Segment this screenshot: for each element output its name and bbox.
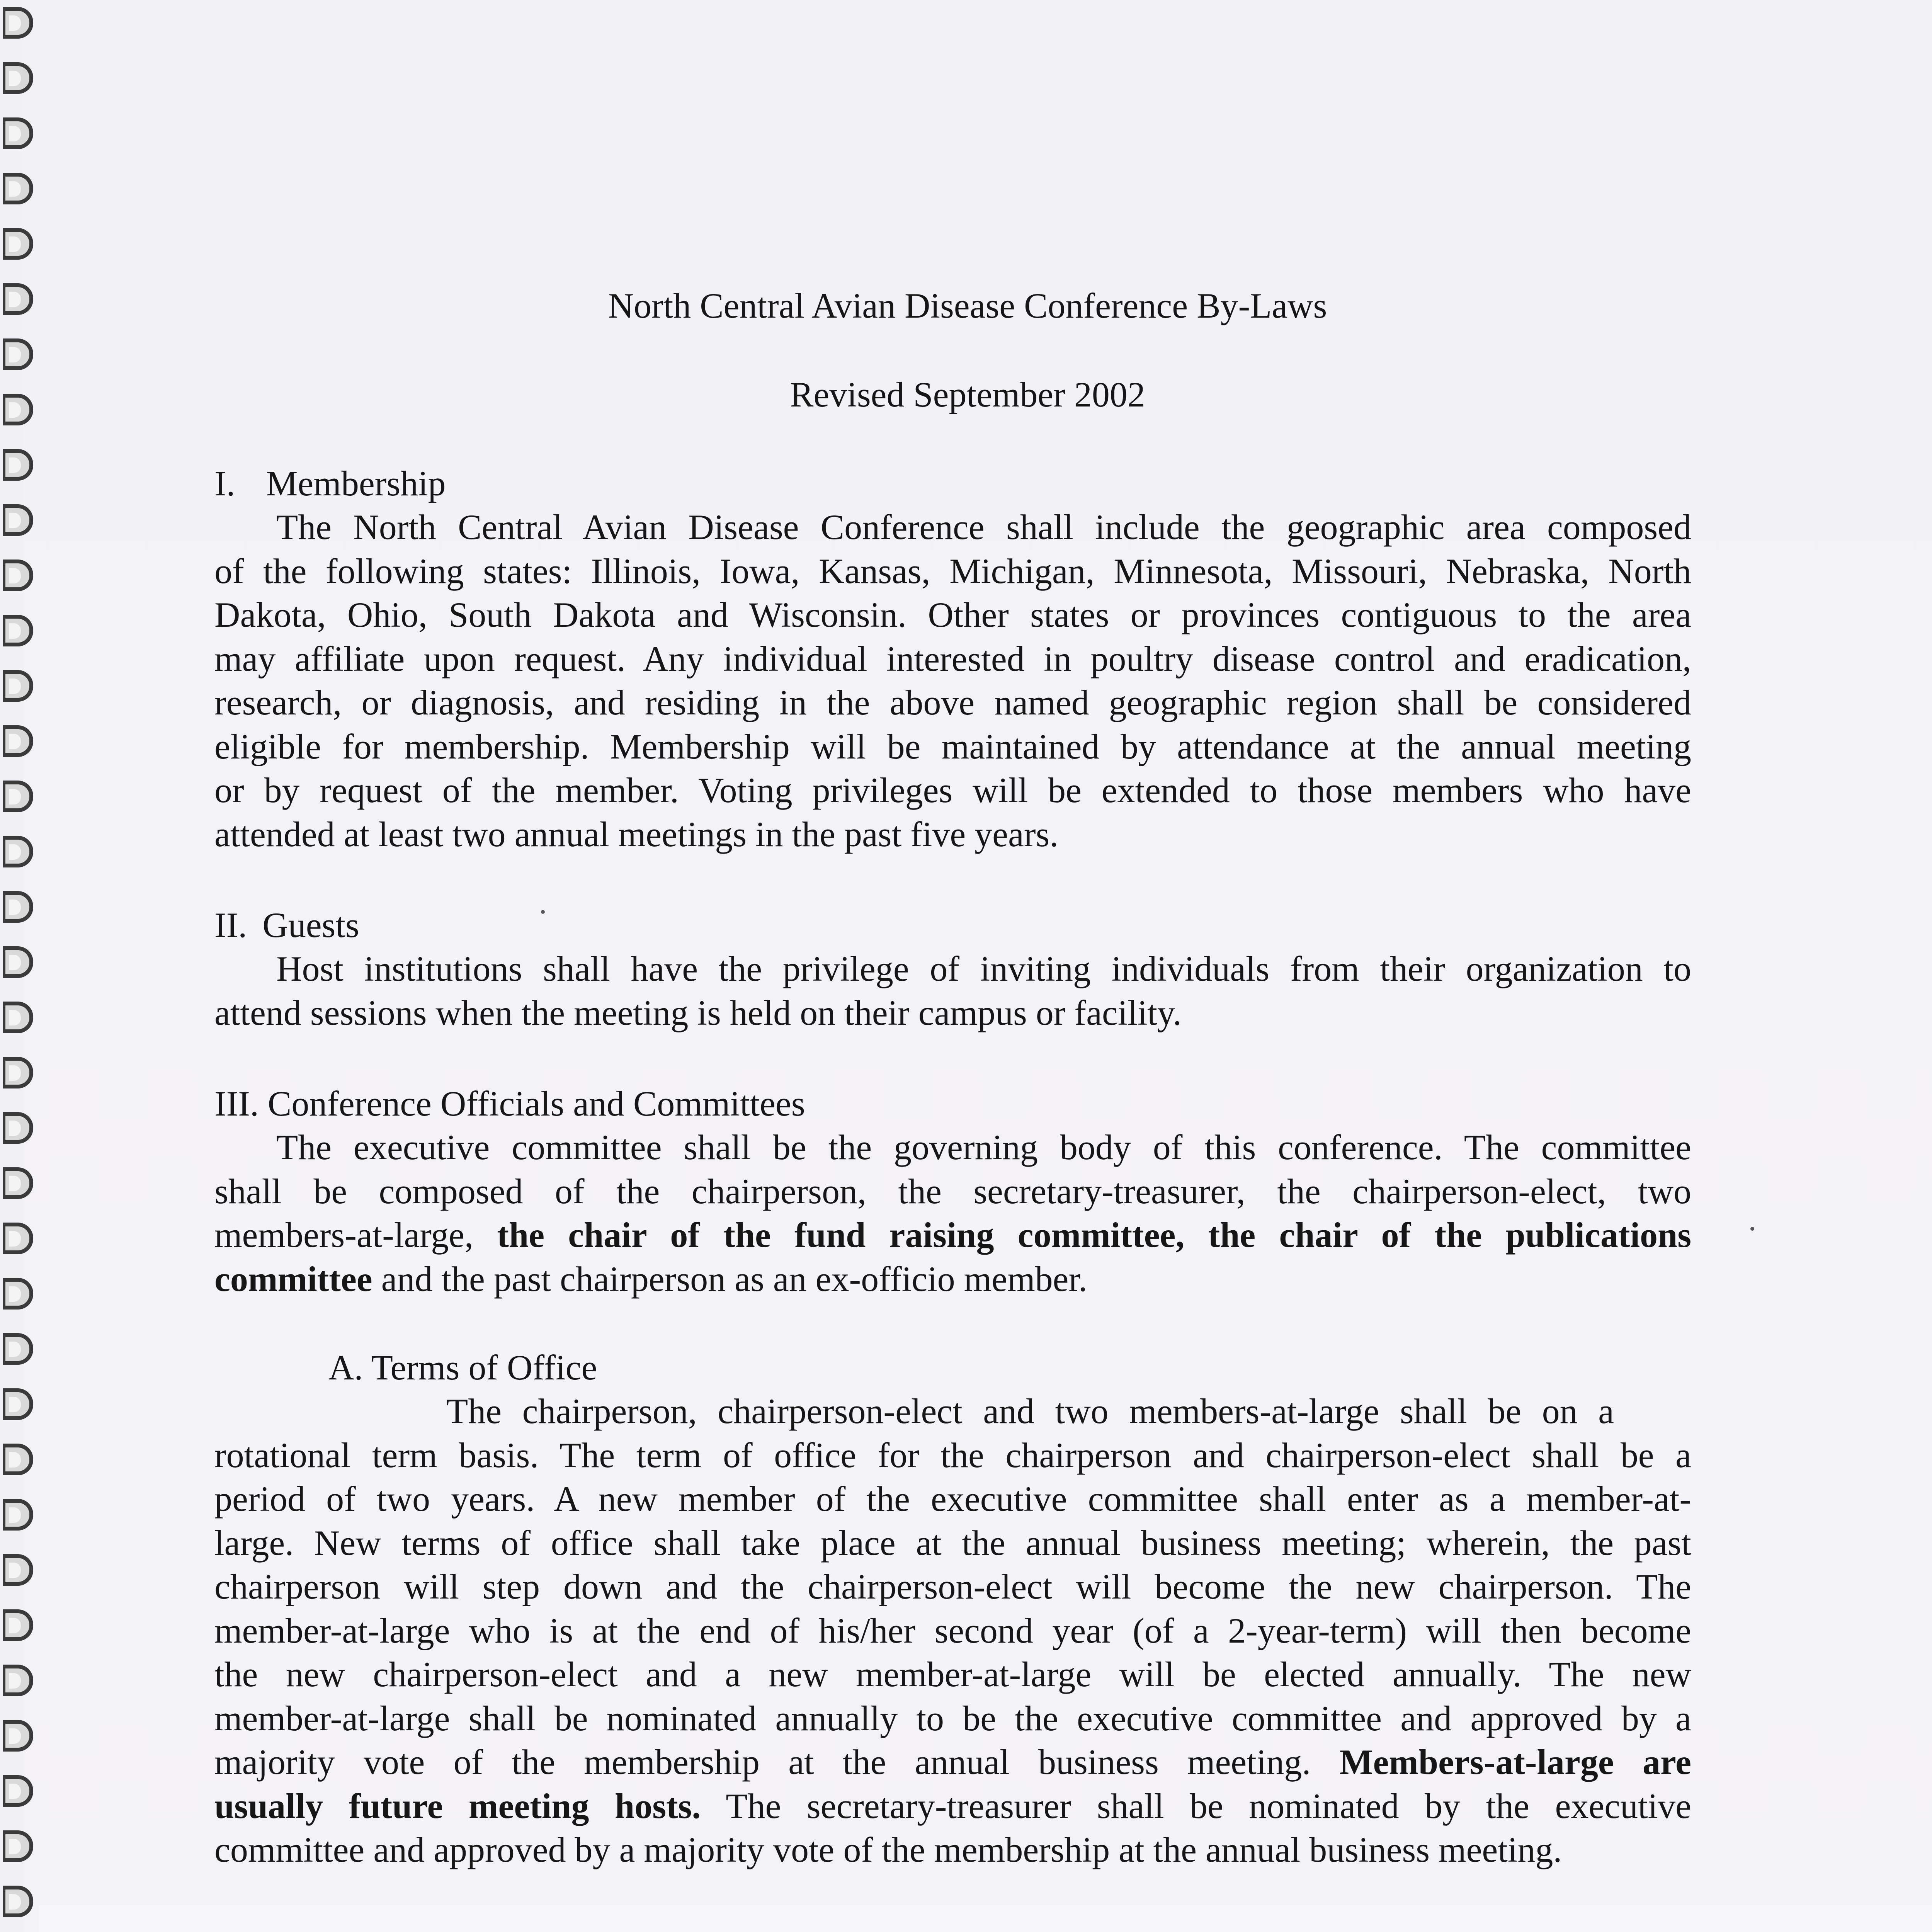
paragraph-line: attended at least two annual meetings in the past five years. [214,814,1059,854]
terms-paragraph [214,1389,1691,1872]
bold-text-run: the chair of the fund raising committee, the chair of the publications [497,1215,1691,1255]
binding-ring [3,1444,33,1475]
paragraph-line: The executive committee shall be the governing body of this conference. The committee [276,1128,1691,1167]
paragraph-line [214,1784,1691,1828]
text-run: The secretary-treasurer shall be nominated by the executive [701,1786,1691,1826]
paragraph-line: rotational term basis. The term of office for the chairperson and chairperson-elect shall be a [214,1435,1691,1475]
paragraph-line: shall be composed of the chairperson, the secretary-treasurer, the chairperson-elect, two [214,1171,1691,1211]
paragraph-line: period of two years. A new member of the executive committee shall enter as a member-at- [214,1479,1691,1519]
section-heading-membership [214,462,446,505]
bold-text-run: usually future meeting hosts. [214,1786,701,1826]
paragraph-line [214,1740,1691,1784]
binding-ring [3,1112,33,1144]
section-title: Guests [262,905,359,945]
paragraph-line: of the following states: Illinois, Iowa, Kansas, Michigan, Minnesota, Missouri, Nebraska, North [214,551,1691,591]
section-number: II. [214,905,247,945]
text-run: and the past chairperson as an ex-officio member. [372,1259,1088,1299]
binding-ring [3,1886,33,1917]
scan-speck [1750,1227,1754,1231]
subsection-heading-terms: A. Terms of Office [328,1348,597,1387]
paragraph-line: The chairperson, chairperson-elect and two members-at-large shall be on a [446,1391,1614,1431]
paragraph-line: The North Central Avian Disease Conference shall include the geographic area composed [276,507,1691,547]
binding-ring [3,1720,33,1752]
binding-ring [3,1333,33,1365]
binding-ring [3,725,33,757]
paragraph-line: or by request of the member. Voting privileges will be extended to those members who have [214,770,1691,810]
binding-ring [3,560,33,591]
binding-ring [3,7,33,39]
bold-text-run: committee [214,1259,372,1299]
paragraph-line: committee and approved by a majority vote of the membership at the annual business meeting. [214,1830,1562,1869]
paragraph-line: member-at-large shall be nominated annually to be the executive committee and approved by a [214,1698,1691,1738]
page-lower-area [39,1905,1932,1932]
binding-ring [3,946,33,978]
binding-ring [3,62,33,94]
binding-ring [3,1278,33,1310]
section-number: I. [214,464,235,503]
binding-ring [3,1002,33,1033]
guests-paragraph [214,947,1691,1035]
binding-ring [3,891,33,923]
paragraph-line: attend sessions when the meeting is held on their campus or facility. [214,993,1182,1032]
paragraph-line: eligible for membership. Membership will be maintained by attendance at the annual meeting [214,726,1691,766]
binding-ring [3,1499,33,1531]
paragraph-line [214,1213,1691,1257]
officials-paragraph [214,1126,1691,1301]
membership-paragraph [214,505,1691,856]
scan-speck [541,910,545,914]
binding-ring [3,1223,33,1254]
binding-ring [3,836,33,867]
text-run: members-at-large, [214,1215,497,1255]
binding-ring [3,781,33,812]
binding-ring [3,1388,33,1420]
paragraph-line: member-at-large who is at the end of his/her second year (of a 2-year-term) will then become [214,1611,1691,1650]
paragraph-line: research, or diagnosis, and residing in the above named geographic region shall be considered [214,683,1691,722]
binding-ring [3,228,33,260]
bold-text-run: Members-at-large are [1339,1742,1691,1782]
section-heading-guests [214,903,359,947]
paragraph-line: the new chairperson-elect and a new member-at-large will be elected annually. The new [214,1655,1691,1694]
binding-ring [3,117,33,149]
binding-ring [3,1830,33,1862]
binding-ring [3,1775,33,1807]
binding-ring [3,1167,33,1199]
text-run: majority vote of the membership at the annual business meeting. [214,1742,1340,1782]
section-heading-officials: III. Conference Officials and Committees [214,1084,805,1123]
paragraph-line: may affiliate upon request. Any individual interested in poultry disease control and eradication, [214,639,1691,679]
binding-ring [3,449,33,481]
binding-ring [3,504,33,536]
binding-ring [3,1057,33,1088]
section-title: Membership [266,464,446,503]
binding-ring [3,1665,33,1696]
paragraph-line: large. New terms of office shall take place at the annual business meeting; wherein, the past [214,1523,1691,1563]
binding-ring [3,1609,33,1641]
document-revision: Revised September 2002 [790,375,1145,414]
document-title: North Central Avian Disease Conference By-Laws [608,286,1327,325]
binding-ring [3,1554,33,1586]
binding-ring [3,338,33,370]
paragraph-line: chairperson will step down and the chairperson-elect will become the new chairperson. The [214,1567,1691,1606]
binding-ring [3,670,33,702]
binding-ring [3,173,33,204]
paragraph-line [214,1257,1691,1301]
paragraph-line: Dakota, Ohio, South Dakota and Wisconsin. Other states or provinces contiguous to the area [214,595,1691,634]
paragraph-line: Host institutions shall have the privilege of inviting individuals from their organization to [276,949,1691,988]
binding-ring [3,615,33,646]
